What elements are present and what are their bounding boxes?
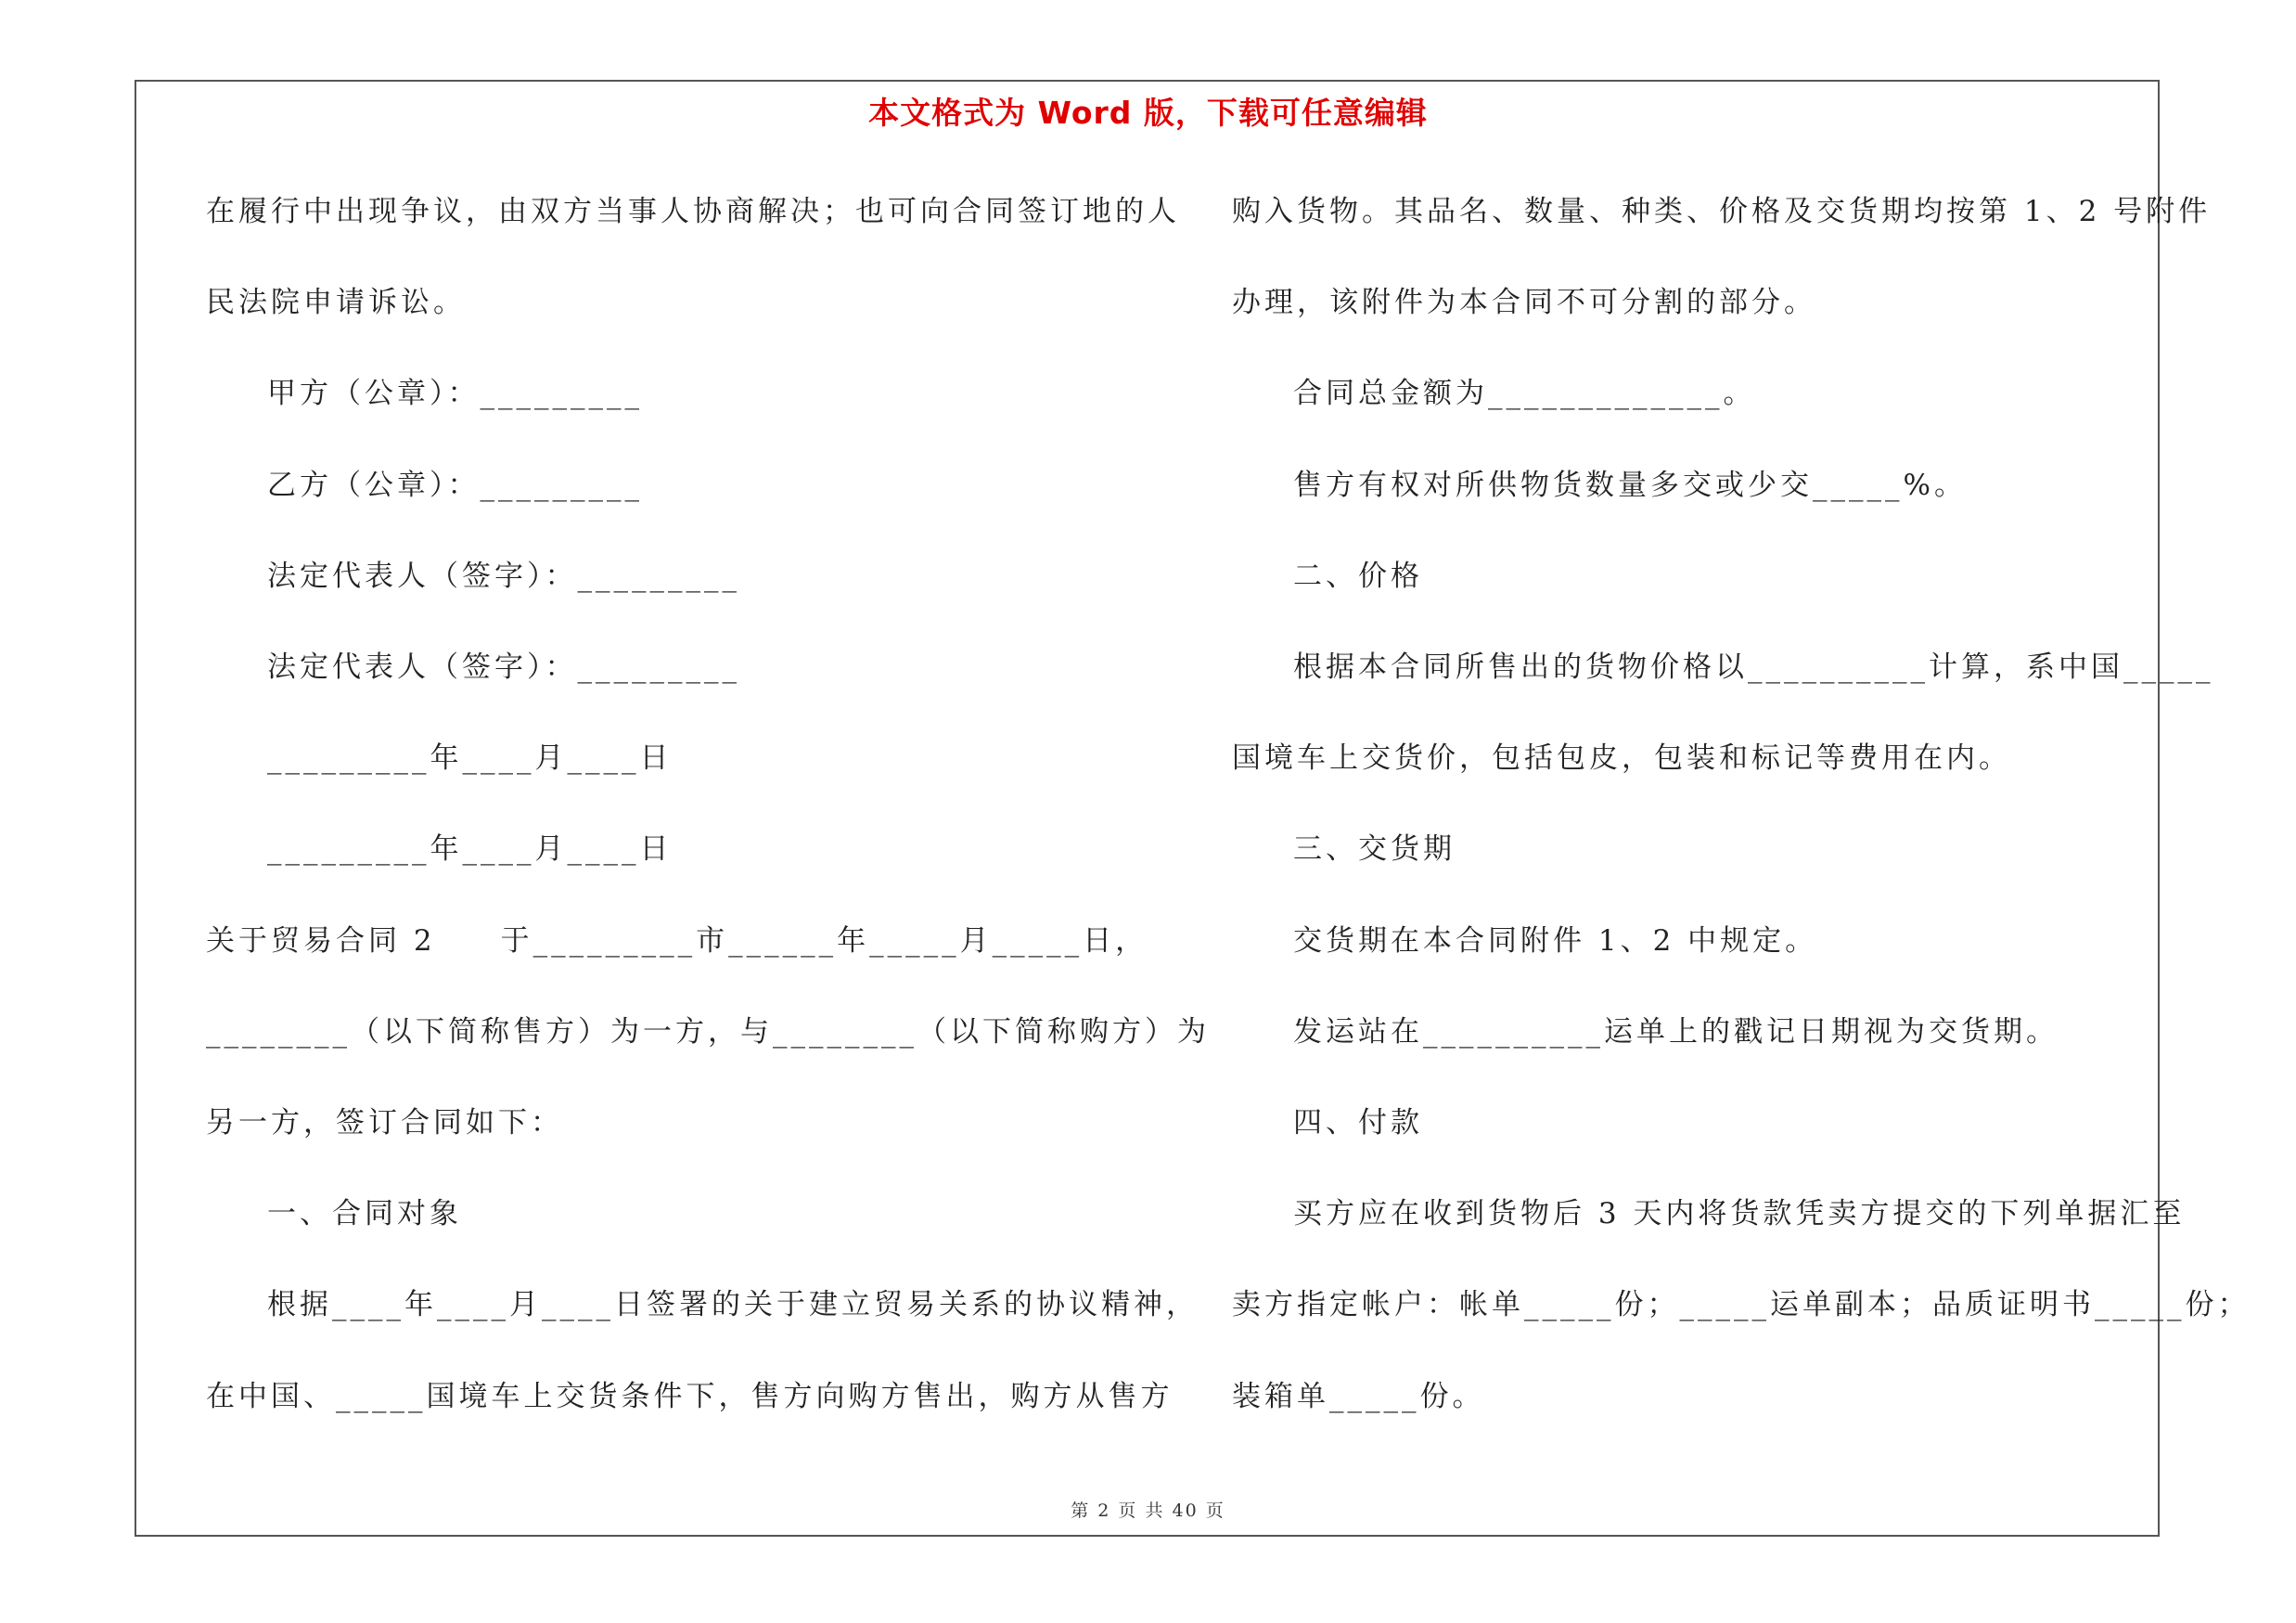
text-line: 法定代表人（签字）：_________ (267, 559, 740, 593)
text-line: 四、付款 (1293, 1106, 1423, 1140)
text-line: 购入货物。其品名、数量、种类、价格及交货期均按第 1、2 号附件 (1232, 195, 2212, 228)
page-number-footer: 第 2 页 共 40 页 (1071, 1501, 1225, 1521)
text-line: 卖方指定帐户：帐单_____份；_____运单副本；品质证明书_____份； (1232, 1288, 2251, 1322)
text-line: ________（以下简称售方）为一方，与________（以下简称购方）为 (206, 1014, 1210, 1049)
text-line: 乙方（公章）：_________ (267, 468, 643, 502)
text-line: 合同总金额为_____________。 (1293, 377, 1756, 411)
text-line: 另一方，签订合同如下： (206, 1106, 563, 1140)
text-line: 发运站在__________运单上的戳记日期视为交货期。 (1293, 1014, 2059, 1049)
text-line: _________年____月____日 (267, 832, 673, 867)
text-line: _________年____月____日 (267, 741, 673, 776)
text-line: 法定代表人（签字）：_________ (267, 650, 740, 684)
text-line: 三、交货期 (1293, 832, 1456, 867)
text-line: 办理，该附件为本合同不可分割的部分。 (1232, 286, 1816, 320)
text-line: 二、价格 (1293, 559, 1423, 593)
format-notice-banner: 本文格式为 Word 版，下载可任意编辑 (868, 95, 1428, 131)
text-line: 根据____年____月____日签署的关于建立贸易关系的协议精神， (267, 1288, 1199, 1322)
text-line: 根据本合同所售出的货物价格以__________计算，系中国_____ (1293, 650, 2214, 684)
text-line: 买方应在收到货物后 3 天内将货款凭卖方提交的下列单据汇至 (1293, 1197, 2186, 1231)
text-line: 在中国、_____国境车上交货条件下，售方向购方售出，购方从售方 (206, 1379, 1174, 1413)
text-line: 甲方（公章）：_________ (267, 377, 643, 411)
text-line: 在履行中出现争议，由双方当事人协商解决；也可向合同签订地的人 (206, 195, 1180, 228)
text-line: 关于贸易合同 2 于_________市______年_____月_____日， (206, 923, 1148, 958)
text-line: 售方有权对所供物货数量多交或少交_____%。 (1293, 468, 1967, 502)
text-line: 装箱单_____份。 (1232, 1379, 1485, 1413)
text-line: 民法院申请诉讼。 (206, 286, 466, 320)
text-line: 交货期在本合同附件 1、2 中规定。 (1293, 923, 1818, 958)
text-line: 一、合同对象 (267, 1197, 462, 1231)
text-line: 国境车上交货价，包括包皮，包装和标记等费用在内。 (1232, 741, 2011, 776)
